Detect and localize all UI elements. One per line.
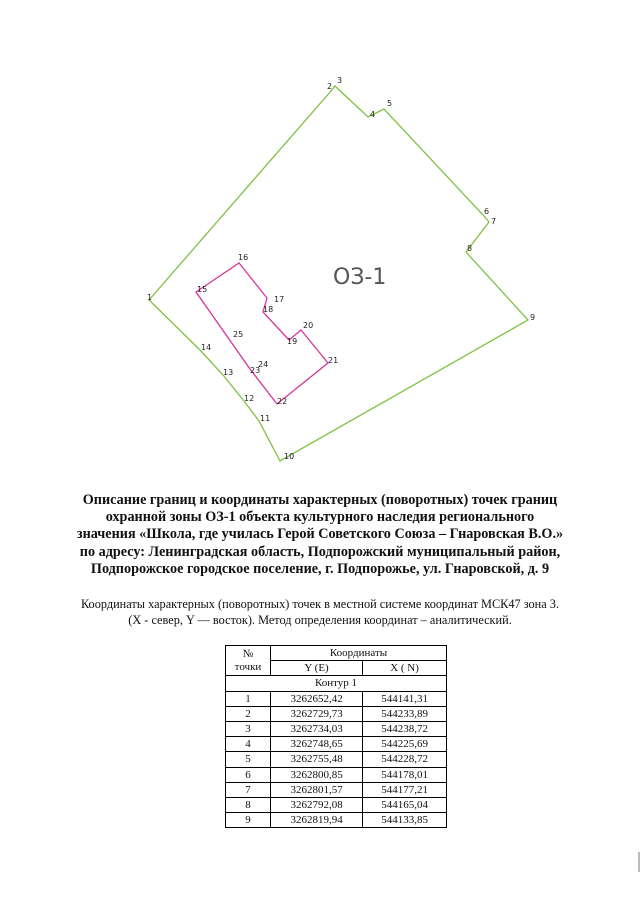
table-row <box>226 737 447 752</box>
x-coordinate-cell: 544233,89 <box>363 706 447 721</box>
point-number-cell: 9 <box>226 813 271 828</box>
x-column-header: X ( N) <box>363 661 447 676</box>
point-label: 1 <box>147 293 153 302</box>
y-coordinate-cell: 3262819,94 <box>271 813 363 828</box>
point-number-cell: 4 <box>226 737 271 752</box>
point-number-cell: 2 <box>226 706 271 721</box>
table-header-row <box>226 646 447 661</box>
table-row <box>226 813 447 828</box>
y-coordinate-cell: 3262800,85 <box>271 767 363 782</box>
point-label: 25 <box>233 330 244 339</box>
table-row <box>226 767 447 782</box>
y-coordinate-cell: 3262729,73 <box>271 706 363 721</box>
point-label: 4 <box>370 110 376 119</box>
point-label: 6 <box>484 207 490 216</box>
point-label: 8 <box>467 244 473 253</box>
point-number-header-line1: № <box>242 647 254 660</box>
point-label: 16 <box>238 253 249 262</box>
point-label: 17 <box>274 295 285 304</box>
table-row <box>226 706 447 721</box>
x-coordinate-cell: 544165,04 <box>363 797 447 812</box>
y-column-header: Y (E) <box>271 661 363 676</box>
subtitle-line: (X - север, Y — восток). Метод определения координат – аналитический. <box>128 613 512 627</box>
inner-point-labels <box>197 253 338 406</box>
point-label: 9 <box>530 313 536 322</box>
point-number-cell: 7 <box>226 782 271 797</box>
x-coordinate-cell: 544133,85 <box>363 813 447 828</box>
point-label: 11 <box>260 414 271 423</box>
zone-label: ОЗ-1 <box>333 265 387 290</box>
table-row <box>226 721 447 736</box>
y-coordinate-cell: 3262801,57 <box>271 782 363 797</box>
table-row <box>226 691 447 706</box>
subtitle-line: Координаты характерных (поворотных) точек в местной системе координат МСК47 зона 3. <box>80 597 560 611</box>
point-number-cell: 6 <box>226 767 271 782</box>
point-label: 15 <box>197 285 208 294</box>
point-number-cell: 5 <box>226 752 271 767</box>
point-number-header-line2: точки <box>234 660 262 673</box>
point-label: 18 <box>263 305 274 314</box>
point-label: 21 <box>328 356 339 365</box>
point-label: 23 <box>250 366 261 375</box>
coordinates-header: Координаты <box>271 646 447 661</box>
y-coordinate-cell: 3262734,03 <box>271 721 363 736</box>
point-number-header <box>226 646 271 676</box>
x-coordinate-cell: 544228,72 <box>363 752 447 767</box>
title-line: Подпорожское городское поселение, г. Подпорожье, ул. Гнаровской, д. 9 <box>90 560 550 577</box>
inner-object-polygon <box>196 263 328 404</box>
title-line: по адресу: Ленинградская область, Подпорожский муниципальный район, <box>79 543 561 560</box>
point-label: 5 <box>387 99 393 108</box>
point-label: 14 <box>201 343 212 352</box>
title-line: значения «Школа, где училась Герой Советского Союза – Гнаровская В.О.» <box>76 526 564 543</box>
point-number-cell: 8 <box>226 797 271 812</box>
point-label: 20 <box>303 321 314 330</box>
point-label: 10 <box>284 452 295 461</box>
coordinates-table <box>225 645 447 828</box>
y-coordinate-cell: 3262755,48 <box>271 752 363 767</box>
x-coordinate-cell: 544177,21 <box>363 782 447 797</box>
table-row <box>226 752 447 767</box>
document-title <box>60 492 580 578</box>
x-coordinate-cell: 544141,31 <box>363 691 447 706</box>
point-label: 12 <box>244 394 255 403</box>
point-label: 3 <box>337 76 343 85</box>
y-coordinate-cell: 3262792,08 <box>271 797 363 812</box>
table-row <box>226 797 447 812</box>
point-label: 19 <box>287 337 298 346</box>
x-coordinate-cell: 544178,01 <box>363 767 447 782</box>
point-number-cell: 3 <box>226 721 271 736</box>
point-number-cell: 1 <box>226 691 271 706</box>
x-coordinate-cell: 544225,69 <box>363 737 447 752</box>
table-row <box>226 782 447 797</box>
title-line: охранной зоны ОЗ-1 объекта культурного наследия регионального <box>105 509 535 526</box>
title-line: Описание границ и координаты характерных (поворотных) точек границ <box>82 492 558 508</box>
point-label: 7 <box>491 217 497 226</box>
point-label: 22 <box>277 397 288 406</box>
y-coordinate-cell: 3262652,42 <box>271 691 363 706</box>
x-coordinate-cell: 544238,72 <box>363 721 447 736</box>
coordinate-system-note <box>40 596 600 628</box>
contour-label: Контур 1 <box>226 676 447 691</box>
contour-row <box>226 676 447 691</box>
point-label: 2 <box>327 82 333 91</box>
point-label: 24 <box>258 360 269 369</box>
point-label: 13 <box>223 368 234 377</box>
y-coordinate-cell: 3262748,65 <box>271 737 363 752</box>
